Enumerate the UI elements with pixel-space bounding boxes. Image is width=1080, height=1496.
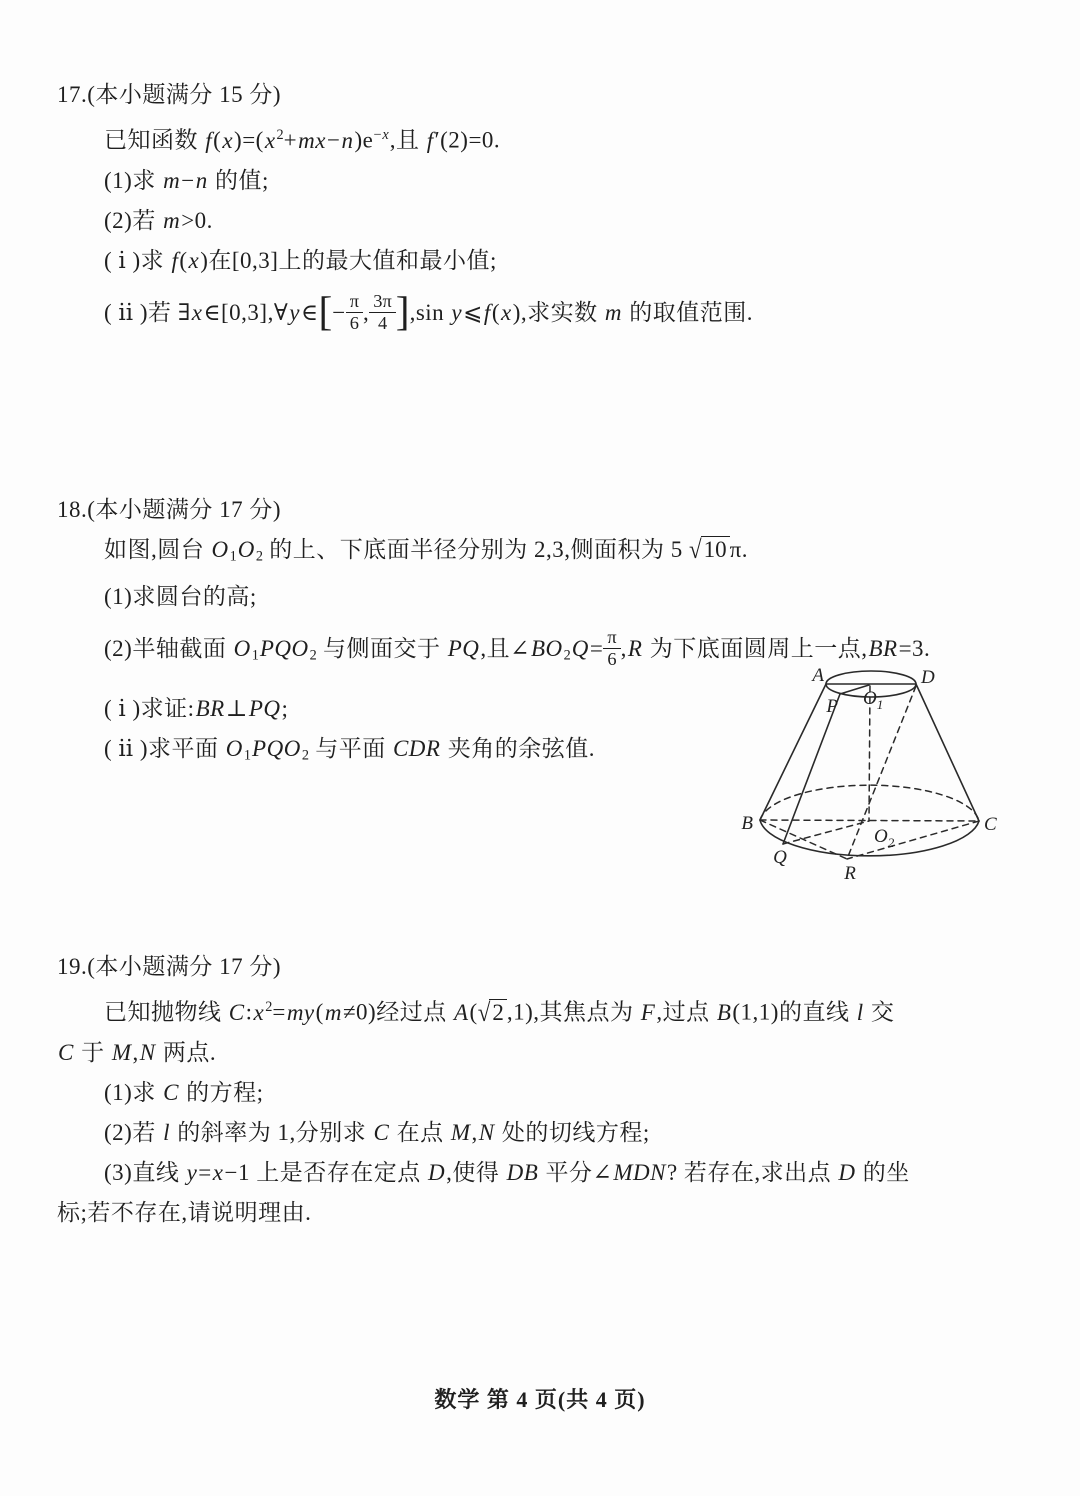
bottom-circle-front-arc [760,820,979,856]
label-O1: $O_1$ [863,688,884,712]
text-line: 已知函数 $f(x)=(x^2+mx-n)e^{-x}$,且 f′(2)=0. [104,127,501,153]
label-C: C [984,814,997,835]
frustum-svg [722,650,1022,890]
label-P: P [826,696,838,717]
text-line: 17.(本小题满分 15 分) [57,82,282,107]
label-D: D [921,667,935,688]
text-line: ( ⅱ )若 ∃x∈[0,3],∀y∈[− $\frac{\pi}{6}$ , $\frac{3\pi}{4}$ ],sin y⩽f(x),求实数 m 的取值范围. [104,288,753,335]
text-line: (2)半轴截面 $O_1PQO_2$ 与侧面交于 PQ,且$\angle BO_2Q=$ $\frac{\pi}{6}$ ,R 为下底面圆周上一点,BR=3. [104,627,931,669]
text-line: 已知抛物线 $C:x^2=my(m\ne 0)$经过点 A(√2 ,1),其焦点为 F,过点 B(1,1)的直线 l 交 [104,998,895,1027]
text-line: 19.(本小题满分 17 分) [57,954,282,979]
text-line: ( ⅰ )求 f(x)在[0,3]上的最大值和最小值; [104,247,497,273]
text-line: ( ⅱ )求平面 $O_1PQO_2$ 与平面 CDR 夹角的余弦值. [104,736,595,764]
text-line: ( ⅰ )求证:BR⊥PQ; [104,696,289,722]
text-line: 标;若不存在,请说明理由. [57,1199,312,1225]
label-O2: $O_2$ [874,826,895,850]
problem-17 [0,78,1080,350]
text-line: (1)求圆台的高; [104,583,257,609]
page-footer: 数学 第 4 页(共 4 页) [434,1387,646,1412]
slant-DC [916,684,979,821]
segment-QO2 [783,821,869,844]
frustum-figure [722,650,1022,895]
slant-AB [760,684,826,820]
label-R: R [844,863,856,884]
label-B: B [741,813,753,834]
text-line: (3)直线 y=x−1 上是否存在定点 D,使得 DB 平分∠MDN? 若存在,求出点 D 的坐 [104,1159,910,1185]
text-line: 如图,圆台 $O_1O_2$ 的上、下底面半径分别为 2,3,侧面积为 5 √10 π. [104,535,748,565]
label-A: A [812,665,824,686]
text-line: (2)若 m>0. [104,207,213,233]
text-line: (1)求 m−n 的值; [104,167,269,193]
text-line: 18.(本小题满分 17 分) [57,497,282,522]
text-line: (1)求 C 的方程; [104,1079,264,1105]
text-line: C 于 M,N 两点. [58,1039,217,1065]
text-line: (2)若 l 的斜率为 1,分别求 C 在点 M,N 处的切线方程; [104,1119,650,1145]
label-Q: Q [773,847,787,868]
problem-19 [0,950,1080,1236]
